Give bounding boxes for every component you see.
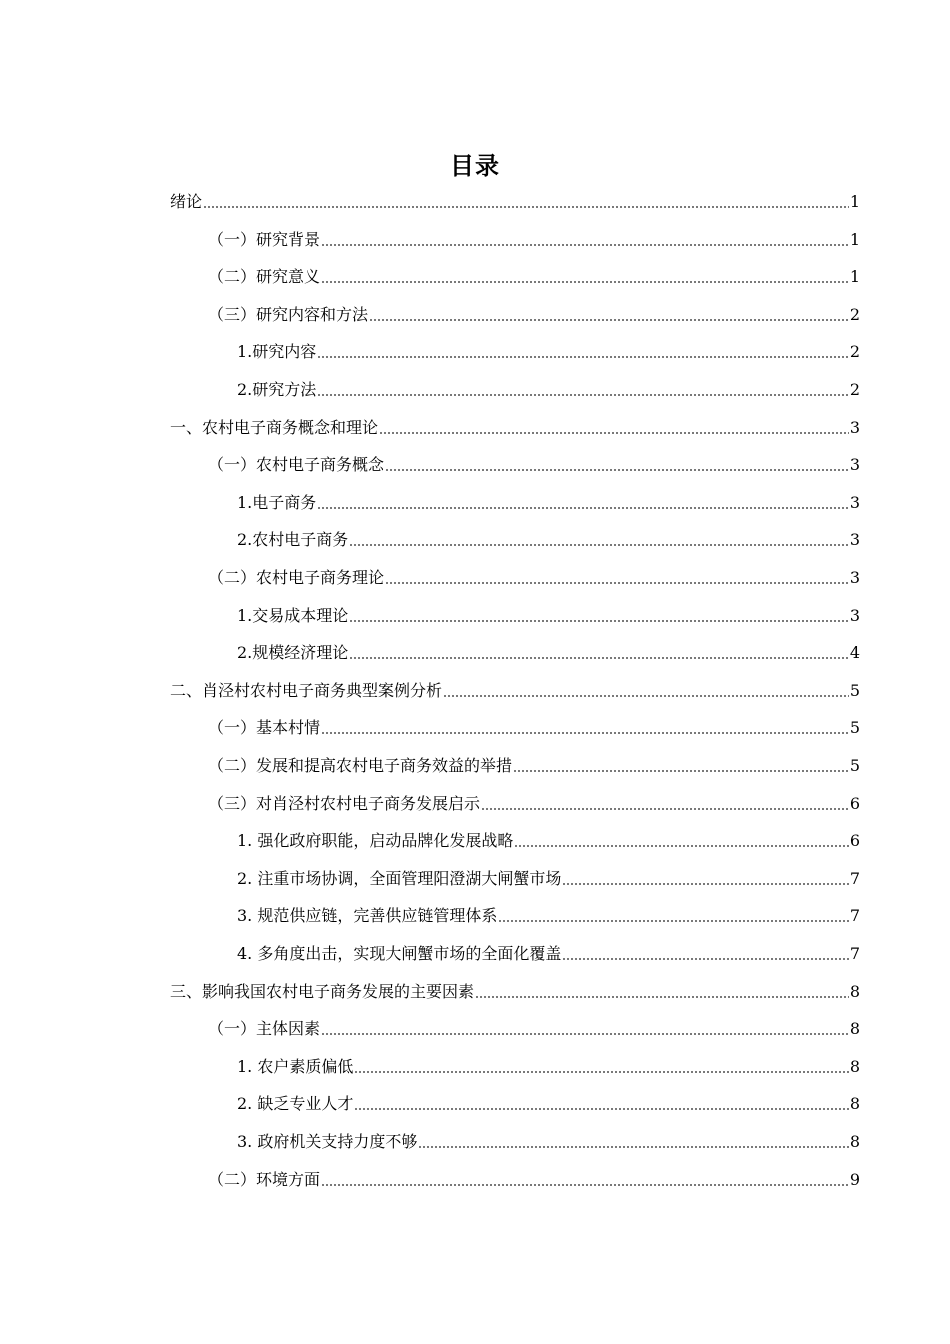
toc-page-number: 7: [849, 906, 860, 926]
toc-page-number: 7: [849, 944, 860, 963]
toc-entry[interactable]: [237, 862, 860, 890]
toc-page-number: 1: [849, 229, 860, 249]
toc-dot-leader: [481, 808, 849, 810]
toc-title: 目录: [450, 152, 500, 180]
toc-page-number: 8: [849, 1056, 860, 1076]
toc-entry-text: 1.交易成本理论: [237, 605, 349, 625]
toc-page-number: 5: [849, 718, 860, 738]
toc-entry[interactable]: [237, 335, 860, 363]
toc-dot-leader: [321, 281, 849, 283]
toc-entry-text: （二）农村电子商务理论: [208, 568, 385, 587]
toc-dot-leader: [475, 996, 849, 998]
toc-page-number: 2: [849, 342, 860, 362]
toc-entry-text: 1. 农户素质偏低: [237, 1056, 354, 1076]
toc-dot-leader: [354, 1108, 848, 1110]
toc-entry-text: 绪论: [170, 192, 203, 211]
toc-entry[interactable]: [170, 975, 860, 1003]
toc-dot-leader: [203, 206, 849, 208]
toc-entry[interactable]: [237, 1087, 860, 1115]
toc-entry-text: （一）农村电子商务概念: [208, 455, 385, 475]
toc-entry-text: 2.研究方法: [237, 380, 317, 399]
toc-dot-leader: [349, 657, 849, 659]
toc-entry-text: 2. 缺乏专业人才: [237, 1094, 354, 1114]
toc-page-number: 9: [849, 1169, 860, 1189]
toc-entry-text: （一）基本村情: [208, 718, 321, 738]
toc-dot-leader: [513, 770, 849, 772]
toc-dot-leader: [317, 394, 849, 396]
toc-entry[interactable]: [237, 486, 860, 514]
toc-entry-text: 三、影响我国农村电子商务发展的主要因素: [170, 981, 475, 1001]
toc-dot-leader: [562, 883, 848, 885]
toc-entry[interactable]: [208, 749, 860, 777]
toc-entry-text: （一）主体因素: [208, 1019, 321, 1039]
toc-entry-text: 二、肖泾村农村电子商务典型案例分析: [170, 680, 443, 700]
toc-page-number: 6: [849, 793, 860, 813]
toc-entry[interactable]: [237, 373, 860, 401]
toc-entry-text: 1.研究内容: [237, 342, 317, 362]
toc-entry-text: （二）发展和提高农村电子商务效益的举措: [208, 756, 513, 775]
toc-page-number: 3: [849, 605, 860, 625]
toc-entry-text: （三）对肖泾村农村电子商务发展启示: [208, 793, 481, 813]
toc-entry-text: 一、农村电子商务概念和理论: [170, 417, 379, 437]
toc-page-number: 6: [849, 831, 860, 851]
toc-dot-leader: [317, 356, 849, 358]
toc-entry-text: 1. 强化政府职能，启动品牌化发展战略: [237, 831, 514, 851]
toc-page-number: 1: [849, 267, 860, 287]
toc-entry[interactable]: [208, 448, 860, 476]
toc-entry[interactable]: [208, 223, 860, 251]
toc-dot-leader: [317, 507, 849, 509]
toc-entry[interactable]: [208, 711, 860, 739]
toc-page-number: 1: [849, 192, 860, 211]
toc-dot-leader: [443, 695, 849, 697]
toc-entry[interactable]: [237, 937, 860, 965]
toc-entry[interactable]: [208, 1012, 860, 1040]
toc-entry-text: （二）环境方面: [208, 1169, 321, 1189]
toc-dot-leader: [354, 1071, 848, 1073]
toc-dot-leader: [379, 432, 849, 434]
toc-dot-leader: [321, 732, 849, 734]
toc-entry[interactable]: [208, 1163, 860, 1191]
toc-entry[interactable]: [237, 636, 860, 664]
toc-page-number: 3: [849, 455, 860, 475]
toc-entry[interactable]: [208, 298, 860, 326]
toc-entry-text: 4. 多角度出击，实现大闸蟹市场的全面化覆盖: [237, 944, 562, 963]
toc-entry-text: （二）研究意义: [208, 267, 321, 287]
toc-page-number: 5: [849, 756, 860, 775]
toc-entry[interactable]: [170, 411, 860, 439]
toc-entry-text: 2.规模经济理论: [237, 643, 349, 663]
toc-dot-leader: [349, 620, 849, 622]
toc-entry-text: （三）研究内容和方法: [208, 304, 369, 324]
toc-entry-text: （一）研究背景: [208, 229, 321, 249]
toc-entry-text: 2.农村电子商务: [237, 530, 349, 550]
toc-page-number: 5: [849, 680, 860, 700]
toc-dot-leader: [385, 469, 849, 471]
toc-dot-leader: [321, 244, 849, 246]
toc-entry[interactable]: [237, 1125, 860, 1153]
toc-entry[interactable]: [208, 260, 860, 288]
toc-dot-leader: [418, 1146, 848, 1148]
toc-entry-text: 3. 规范供应链，完善供应链管理体系: [237, 906, 498, 926]
toc-entry[interactable]: [208, 787, 860, 815]
toc-entry-text: 3. 政府机关支持力度不够: [237, 1132, 418, 1151]
toc-page-number: 3: [849, 492, 860, 512]
toc-entry-text: 1.电子商务: [237, 492, 317, 512]
toc-page-number: 3: [849, 417, 860, 437]
toc-page-number: 2: [849, 380, 860, 399]
toc-entry[interactable]: [237, 599, 860, 627]
toc-page-number: 8: [849, 1132, 860, 1151]
toc-page-number: 7: [849, 868, 860, 888]
toc-dot-leader: [321, 1184, 849, 1186]
toc-entry[interactable]: [237, 523, 860, 551]
toc-entry-text: 2. 注重市场协调，全面管理阳澄湖大闸蟹市场: [237, 868, 562, 888]
toc-page-number: 4: [849, 643, 860, 663]
toc-dot-leader: [498, 920, 848, 922]
toc-dot-leader: [385, 582, 849, 584]
toc-page-number: 8: [849, 1019, 860, 1039]
toc-page-number: 3: [849, 530, 860, 550]
toc-page-number: 8: [849, 1094, 860, 1114]
toc-entry[interactable]: [237, 1050, 860, 1078]
toc-dot-leader: [562, 958, 848, 960]
toc-entry[interactable]: [208, 561, 860, 589]
toc-dot-leader: [321, 1033, 849, 1035]
toc-entry[interactable]: [237, 899, 860, 927]
toc-page-number: 2: [849, 304, 860, 324]
toc-dot-leader: [349, 544, 849, 546]
toc-entry[interactable]: [170, 674, 860, 702]
toc-dot-leader: [369, 319, 849, 321]
toc-dot-leader: [514, 845, 848, 847]
toc-page-number: 8: [849, 981, 860, 1001]
toc-entry[interactable]: [170, 185, 860, 213]
toc-page-number: 3: [849, 568, 860, 587]
toc-entry[interactable]: [237, 824, 860, 852]
